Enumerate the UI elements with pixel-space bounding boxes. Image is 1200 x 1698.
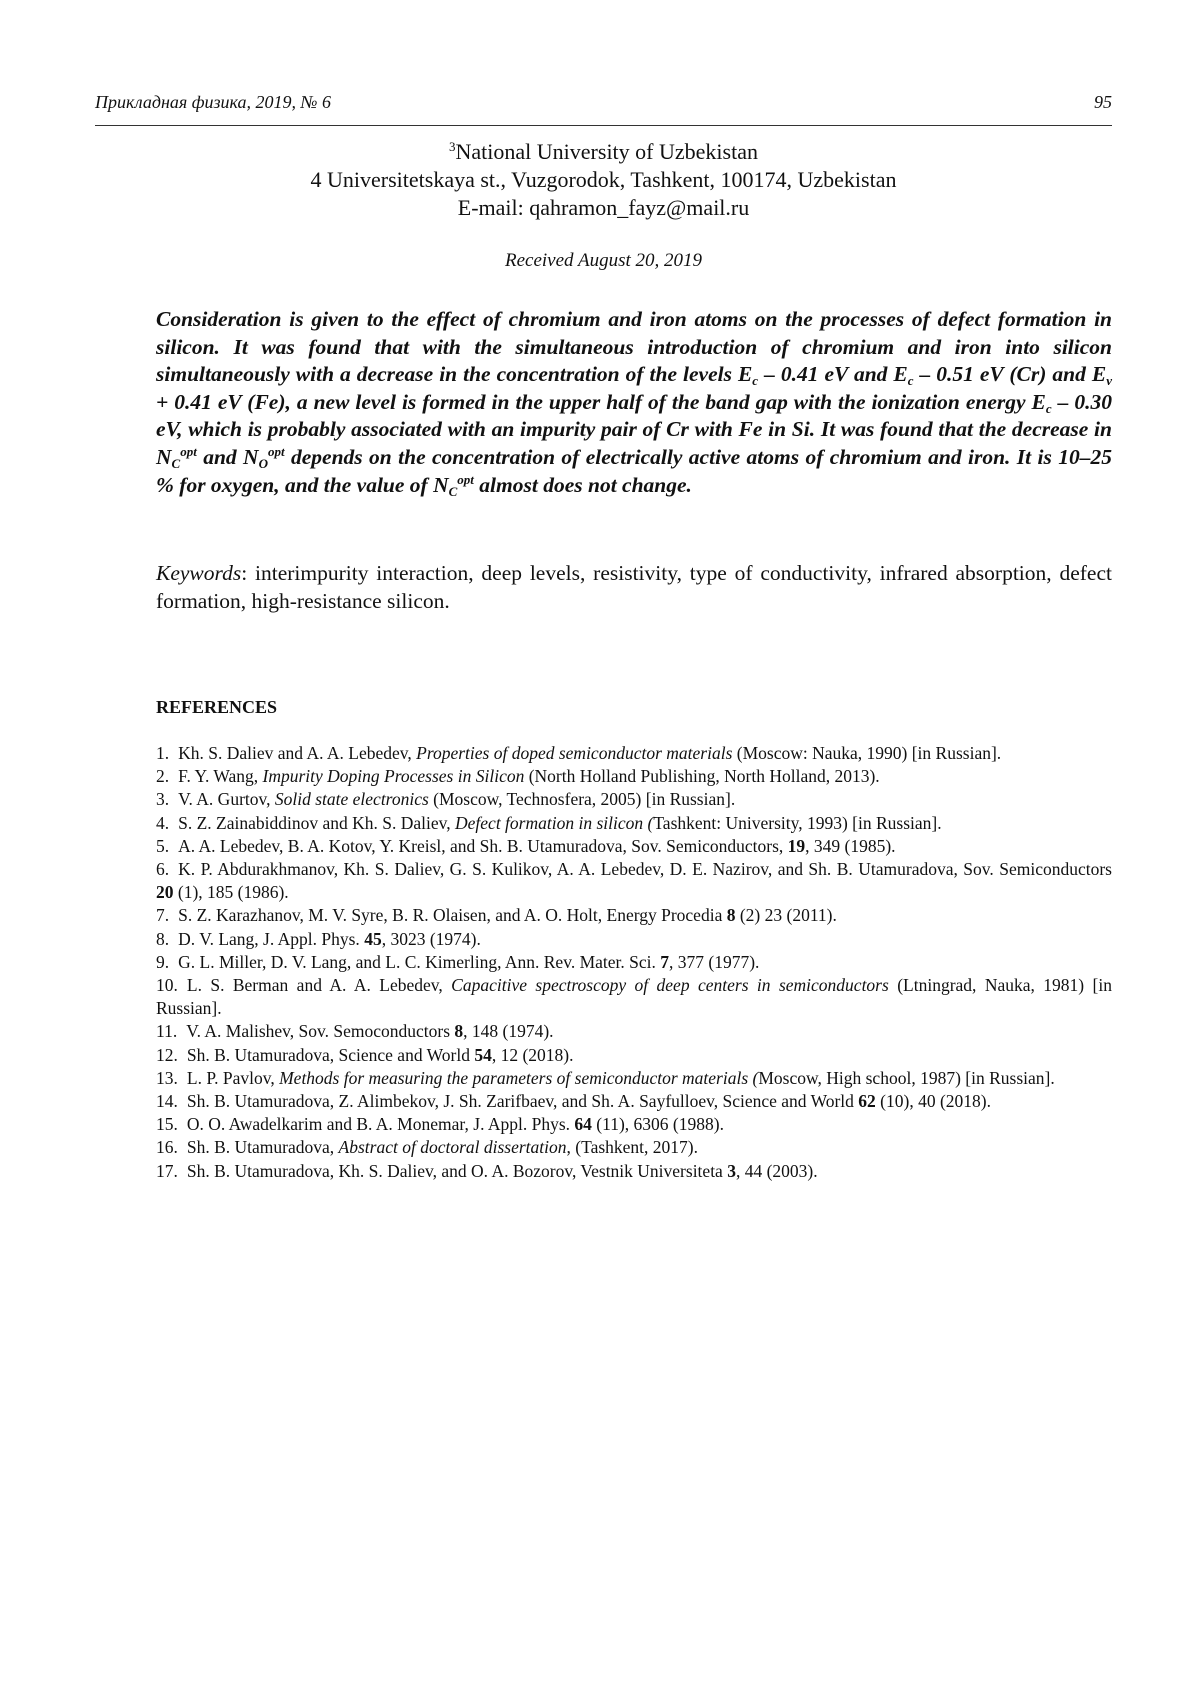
reference-details: (10), 40 (2018). bbox=[875, 1091, 991, 1112]
subscript: v bbox=[1106, 373, 1112, 389]
reference-authors: D. V. Lang, J. Appl. Phys. bbox=[178, 928, 365, 949]
reference-authors: A. A. Lebedev, B. A. Kotov, Y. Kreisl, and Sh. B. Utamuradova, Sov. Semiconductors, bbox=[178, 835, 788, 856]
reference-item bbox=[156, 835, 1112, 858]
reference-title: Defect formation in silicon ( bbox=[455, 812, 654, 833]
reference-authors: O. O. Awadelkarim and B. A. Monemar, J. Appl. Phys. bbox=[186, 1114, 575, 1135]
contact-email: E-mail: qahramon_fayz@mail.ru bbox=[457, 195, 750, 220]
reference-number: 16. bbox=[156, 1137, 178, 1158]
reference-title: Properties of doped semiconductor materials bbox=[416, 743, 733, 763]
reference-item bbox=[156, 951, 1112, 974]
abstract-text: – 0.30 eV, which is probably associated with an impurity pair of Cr with Fe in Si. It was found that the decrease in N bbox=[156, 389, 1112, 469]
institution-address: 4 Universitetskaya st., Vuzgorodok, Tashkent, 100174, Uzbekistan bbox=[310, 167, 897, 192]
keywords bbox=[156, 559, 1112, 615]
reference-authors: Sh. B. Utamuradova, Z. Alimbekov, J. Sh. Zarifbaev, and Sh. A. Sayfulloev, Science and World bbox=[186, 1091, 859, 1112]
reference-number: 8. bbox=[156, 928, 170, 949]
reference-details: , 148 (1974). bbox=[463, 1021, 554, 1042]
abstract-text: and N bbox=[196, 444, 259, 469]
reference-authors: V. A. Malishev, Sov. Semoconductors bbox=[186, 1021, 455, 1042]
reference-volume: 45 bbox=[364, 928, 382, 949]
reference-item bbox=[156, 1113, 1112, 1136]
reference-authors: V. A. Gurtov, bbox=[178, 789, 275, 810]
reference-authors: Sh. B. Utamuradova, bbox=[186, 1137, 339, 1158]
reference-details: , 44 (2003). bbox=[735, 1160, 818, 1181]
reference-volume: 19 bbox=[787, 835, 806, 856]
reference-item bbox=[156, 1090, 1112, 1113]
received-date: Received August 20, 2019 bbox=[505, 250, 702, 271]
abstract-text: – 0.51 eV (Cr) and E bbox=[913, 362, 1107, 387]
reference-details: (Moscow: Nauka, 1990) [in Russian]. bbox=[732, 743, 1002, 763]
page-number: 95 bbox=[1094, 92, 1112, 112]
reference-number: 15. bbox=[156, 1114, 178, 1135]
reference-title: Capacitive spectroscopy of deep centers in semiconductors bbox=[451, 975, 889, 996]
institution-name: National University of Uzbekistan bbox=[455, 139, 758, 164]
reference-authors: Sh. B. Utamuradova, Science and World bbox=[186, 1044, 475, 1065]
reference-item bbox=[156, 812, 1112, 835]
header-rule bbox=[95, 125, 1112, 126]
subscript: c bbox=[1045, 400, 1052, 416]
reference-details: Moscow, High school, 1987) [in Russian]. bbox=[758, 1067, 1055, 1088]
reference-number: 4. bbox=[156, 812, 170, 833]
reference-item bbox=[156, 858, 1112, 904]
reference-title: Solid state electronics bbox=[274, 789, 429, 810]
reference-number: 5. bbox=[156, 835, 170, 856]
superscript: opt bbox=[267, 443, 285, 459]
abstract-text: depends on the concentration of electrically active atoms of chromium and iron. It is 10–25 % for oxygen, and the value of N bbox=[156, 444, 1113, 497]
reference-item bbox=[156, 1044, 1112, 1067]
reference-details: , 377 (1977). bbox=[669, 951, 760, 972]
reference-details: , (Tashkent, 2017). bbox=[566, 1137, 698, 1158]
reference-title: Impurity Doping Processes in Silicon bbox=[262, 766, 525, 787]
reference-number: 12. bbox=[156, 1044, 178, 1065]
reference-item bbox=[156, 788, 1112, 811]
reference-authors: S. Z. Karazhanov, M. V. Syre, B. R. Olaisen, and A. O. Holt, Energy Procedia bbox=[178, 905, 727, 926]
reference-details: (11), 6306 (1988). bbox=[591, 1114, 724, 1135]
reference-volume: 62 bbox=[858, 1091, 876, 1112]
keywords-label: Keywords bbox=[156, 561, 242, 585]
reference-item bbox=[156, 742, 1112, 765]
reference-volume: 3 bbox=[727, 1160, 736, 1181]
reference-number: 13. bbox=[156, 1067, 178, 1088]
reference-item bbox=[156, 904, 1112, 927]
abstract-text: – 0.41 eV and E bbox=[758, 362, 908, 387]
affiliation-superscript: 3 bbox=[449, 139, 456, 154]
reference-item bbox=[156, 928, 1112, 951]
reference-volume: 8 bbox=[454, 1021, 464, 1042]
reference-number: 2. bbox=[156, 766, 170, 787]
subscript: C bbox=[448, 483, 458, 499]
reference-item bbox=[156, 1136, 1112, 1159]
reference-authors: L. S. Berman and A. A. Lebedev, bbox=[186, 975, 452, 996]
reference-number: 6. bbox=[156, 859, 170, 880]
reference-volume: 7 bbox=[660, 951, 669, 972]
reference-number: 3. bbox=[156, 789, 170, 810]
reference-item bbox=[156, 1020, 1112, 1043]
reference-authors: S. Z. Zainabiddinov and Kh. S. Daliev, bbox=[178, 812, 456, 833]
reference-authors: G. L. Miller, D. V. Lang, and L. C. Kimerling, Ann. Rev. Mater. Sci. bbox=[178, 951, 661, 972]
reference-details: , 12 (2018). bbox=[491, 1044, 574, 1065]
reference-details: Tashkent: University, 1993) [in Russian]. bbox=[653, 812, 942, 833]
running-head bbox=[95, 92, 1112, 113]
abstract bbox=[156, 306, 1112, 499]
reference-title: Methods for measuring the parameters of semiconductor materials ( bbox=[279, 1067, 759, 1088]
reference-number: 11. bbox=[156, 1021, 178, 1042]
reference-number: 10. bbox=[156, 975, 178, 996]
references-list bbox=[156, 742, 1112, 1183]
abstract-text: + 0.41 eV (Fe), a new level is formed in the upper half of the band gap with the ionization energy E bbox=[156, 389, 1046, 414]
reference-details: (2) 23 (2011). bbox=[735, 905, 837, 926]
reference-authors: Sh. B. Utamuradova, Kh. S. Daliev, and O. A. Bozorov, Vestnik Universiteta bbox=[186, 1160, 728, 1181]
reference-authors: Kh. S. Daliev and A. A. Lebedev, bbox=[178, 743, 417, 763]
reference-number: 14. bbox=[156, 1091, 178, 1112]
reference-item bbox=[156, 1160, 1112, 1183]
reference-number: 17. bbox=[156, 1160, 178, 1181]
subscript: c bbox=[752, 373, 759, 389]
reference-details: (Moscow, Technosfera, 2005) [in Russian]. bbox=[428, 789, 736, 810]
references-heading: REFERENCES bbox=[156, 697, 278, 717]
abstract-text: almost does not change. bbox=[473, 472, 692, 497]
reference-item bbox=[156, 765, 1112, 788]
reference-number: 1. bbox=[156, 743, 170, 763]
reference-details: , 3023 (1974). bbox=[381, 928, 481, 949]
subscript: O bbox=[258, 455, 268, 471]
superscript: opt bbox=[180, 443, 197, 459]
reference-number: 9. bbox=[156, 951, 170, 972]
reference-item bbox=[156, 974, 1112, 1020]
reference-details: (North Holland Publishing, North Holland, 2013). bbox=[524, 766, 880, 787]
keywords-text: : interimpurity interaction, deep levels, resistivity, type of conductivity, infrared absorption, defect formation, high-resistance silicon. bbox=[156, 561, 1112, 613]
institution-line bbox=[95, 138, 1112, 166]
reference-details: (Ltningrad, Nauka, 1981) [in Russian]. bbox=[156, 975, 1112, 1019]
reference-volume: 54 bbox=[474, 1044, 492, 1065]
reference-item bbox=[156, 1067, 1112, 1090]
reference-volume: 64 bbox=[574, 1114, 592, 1135]
reference-title: Abstract of doctoral dissertation bbox=[338, 1137, 567, 1158]
reference-volume: 20 bbox=[156, 882, 174, 903]
journal-title: Прикладная физика, 2019, № 6 bbox=[95, 92, 331, 112]
reference-details: , 349 (1985). bbox=[805, 835, 896, 856]
reference-authors: K. P. Abdurakhmanov, Kh. S. Daliev, G. S. Kulikov, A. A. Lebedev, D. E. Nazirov, and Sh. B. Utamuradova, Sov. Semiconductors bbox=[178, 859, 1112, 880]
reference-authors: F. Y. Wang, bbox=[178, 766, 263, 787]
abstract-text: Consideration is given to the effect of chromium and iron atoms on the processes of defect formation in silicon. It was found that with the simultaneous introduction of chromium and iron into silicon simultaneously with a decrease in the concentration of the levels E bbox=[156, 307, 1112, 387]
subscript: C bbox=[171, 455, 181, 471]
reference-authors: L. P. Pavlov, bbox=[186, 1067, 280, 1088]
superscript: opt bbox=[457, 471, 474, 487]
reference-volume: 8 bbox=[726, 905, 736, 926]
reference-number: 7. bbox=[156, 905, 170, 926]
reference-details: (1), 185 (1986). bbox=[173, 882, 289, 903]
subscript: c bbox=[907, 373, 914, 389]
affiliation-block bbox=[95, 138, 1112, 222]
